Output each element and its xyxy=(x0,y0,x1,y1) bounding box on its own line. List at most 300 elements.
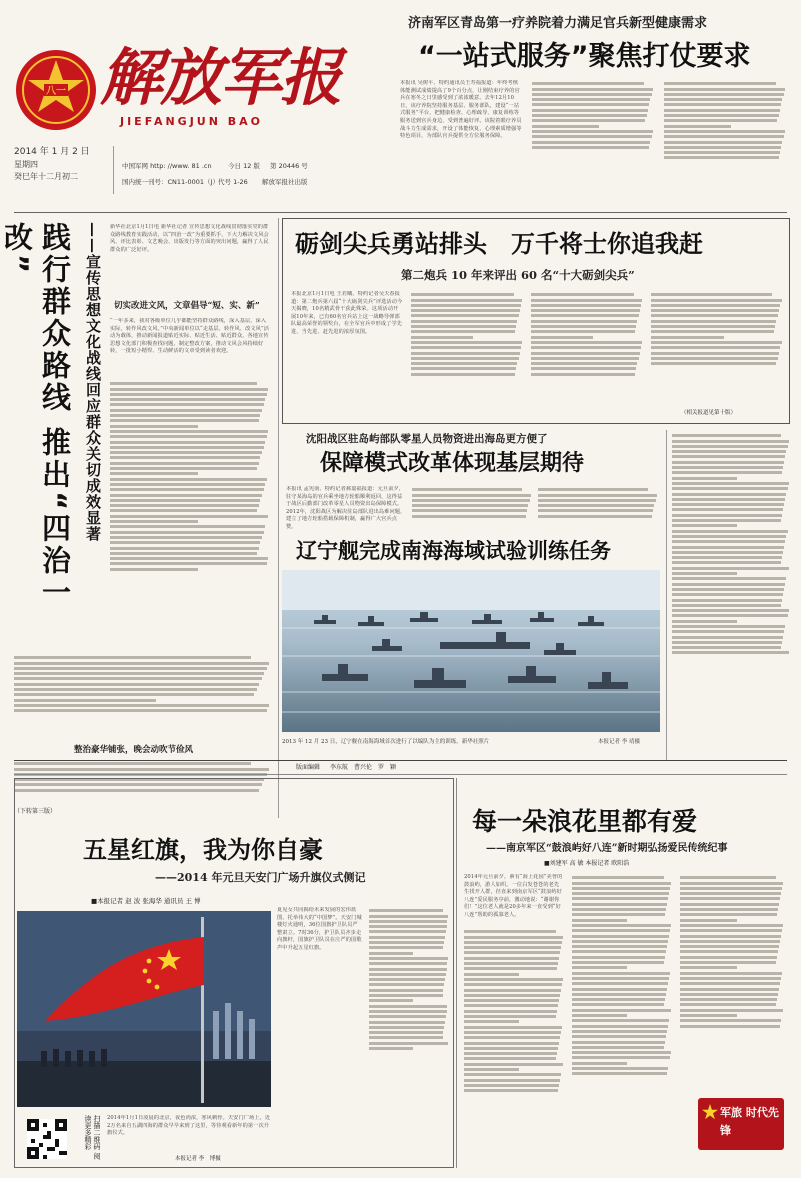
text-line-placeholder xyxy=(531,325,636,328)
text-line-placeholder xyxy=(672,620,737,623)
masthead-title: 解放军报 xyxy=(100,41,341,114)
editors-rule xyxy=(14,774,787,775)
text-line-placeholder xyxy=(110,562,267,565)
text-line-placeholder xyxy=(680,966,737,969)
date-box xyxy=(14,146,114,194)
text-line-placeholder xyxy=(464,1052,557,1055)
banner-col3 xyxy=(531,291,643,419)
text-line-placeholder xyxy=(110,393,267,396)
left-body-fill xyxy=(110,380,270,652)
text-line-placeholder xyxy=(664,130,785,133)
text-line-placeholder xyxy=(369,1010,447,1013)
text-line-placeholder xyxy=(680,977,781,980)
carrier-story xyxy=(282,538,662,760)
text-line-placeholder xyxy=(572,1003,664,1006)
text-line-placeholder xyxy=(110,441,265,444)
carrier-headline: 辽宁舰完成南海海域试验训练任务 xyxy=(296,539,611,563)
text-line-placeholder xyxy=(531,341,642,344)
right-column-text xyxy=(672,432,790,758)
island-story xyxy=(282,430,662,536)
wave-col2 xyxy=(572,874,672,1164)
text-line-placeholder xyxy=(110,382,257,385)
top-story-body: 本报讯 吴树平、特约通讯员王寿福报道：年终考核体能测试成绩提高了9个百分点，让刚结束疗养的官兵在寒冬之日里感受到了浓浓暖意。去年12月10日，该疗养院坚持服务基层、服务部队，建设“一站式服务”平台，把健康检查、心理疏导、康复训练等服务送到官兵身边，受到普遍好评。该院着眼疗养员战斗力生成需求，开设了体能恢复、心理素质增强等特色项目，为部队官兵提供全方位服务保障。 xyxy=(400,80,522,140)
text-line-placeholder xyxy=(464,1004,558,1007)
text-line-placeholder xyxy=(572,924,671,927)
text-line-placeholder xyxy=(672,540,785,543)
text-line-placeholder xyxy=(532,98,650,101)
text-line-placeholder xyxy=(680,950,778,953)
text-line-placeholder xyxy=(680,929,782,932)
text-line-placeholder xyxy=(672,625,785,628)
flag-story xyxy=(14,778,454,1168)
qr-label: 扫描二维码 阅读更多精彩 xyxy=(84,1115,101,1160)
text-line-placeholder xyxy=(110,557,268,560)
text-line-placeholder xyxy=(110,520,198,523)
text-line-placeholder xyxy=(110,509,257,512)
top-story-headline: “一站式服务”聚焦打仗要求 xyxy=(418,41,751,72)
text-line-placeholder xyxy=(412,488,522,491)
text-line-placeholder xyxy=(369,1036,443,1039)
text-line-placeholder xyxy=(572,1046,664,1049)
text-line-placeholder xyxy=(531,314,639,317)
text-line-placeholder xyxy=(672,572,737,575)
text-line-placeholder xyxy=(14,683,259,686)
text-line-placeholder xyxy=(369,941,444,944)
text-line-placeholder xyxy=(369,957,448,960)
text-line-placeholder xyxy=(411,314,519,317)
text-line-placeholder xyxy=(532,114,647,117)
website[interactable]: 中国军网 http: //www. 81 .cn xyxy=(122,162,212,170)
text-line-placeholder xyxy=(572,1067,668,1070)
text-line-placeholder xyxy=(672,651,789,654)
text-line-placeholder xyxy=(572,950,666,953)
text-line-placeholder xyxy=(572,1009,671,1012)
text-line-placeholder xyxy=(411,362,517,365)
text-line-placeholder xyxy=(464,1010,557,1013)
text-line-placeholder xyxy=(680,993,778,996)
text-line-placeholder xyxy=(572,887,670,890)
text-line-placeholder xyxy=(572,956,665,959)
publisher: 解放军报社出版 xyxy=(262,178,308,186)
text-line-placeholder xyxy=(110,403,264,406)
text-line-placeholder xyxy=(672,561,781,564)
svg-text:八一: 八一 xyxy=(46,86,66,97)
text-line-placeholder xyxy=(664,156,779,159)
left-section1-title: 切实改进文风，文章倡导“短、实、新” xyxy=(114,301,260,311)
text-line-placeholder xyxy=(672,641,782,644)
text-line-placeholder xyxy=(464,1057,556,1060)
text-line-placeholder xyxy=(572,876,664,879)
text-line-placeholder xyxy=(672,471,782,474)
text-line-placeholder xyxy=(464,1063,563,1066)
text-line-placeholder xyxy=(110,547,259,550)
text-line-placeholder xyxy=(411,352,520,355)
text-line-placeholder xyxy=(664,125,731,128)
text-line-placeholder xyxy=(664,146,781,149)
text-line-placeholder xyxy=(14,762,251,765)
text-line-placeholder xyxy=(680,940,780,943)
text-line-placeholder xyxy=(110,568,198,571)
text-line-placeholder xyxy=(572,1014,627,1017)
text-line-placeholder xyxy=(464,930,556,933)
wave-headline: 每一朵浪花里都有爱 xyxy=(472,807,698,836)
flag-caption-credit: 本报记者 李 博摄 xyxy=(175,1156,221,1162)
text-line-placeholder xyxy=(672,493,786,496)
text-line-placeholder xyxy=(680,988,779,991)
text-line-placeholder xyxy=(538,499,656,502)
text-line-placeholder xyxy=(531,304,641,307)
text-line-placeholder xyxy=(532,146,649,149)
text-line-placeholder xyxy=(572,1051,671,1054)
text-line-placeholder xyxy=(464,1036,560,1039)
text-line-placeholder xyxy=(411,325,516,328)
text-line-placeholder xyxy=(680,919,737,922)
text-line-placeholder xyxy=(572,966,627,969)
text-line-placeholder xyxy=(110,531,264,534)
banner-story xyxy=(282,218,790,424)
text-line-placeholder xyxy=(651,341,782,344)
text-line-placeholder xyxy=(110,504,259,507)
text-line-placeholder xyxy=(110,446,264,449)
text-line-placeholder xyxy=(532,93,652,96)
text-line-placeholder xyxy=(572,1056,670,1059)
text-line-placeholder xyxy=(672,477,737,480)
text-line-placeholder xyxy=(531,336,593,339)
text-line-placeholder xyxy=(369,962,447,965)
left-vertical-subtitle: ——宣传思想文化战线回应群众关切成效显著 xyxy=(84,222,102,542)
text-line-placeholder xyxy=(538,488,648,491)
text-line-placeholder xyxy=(572,903,667,906)
text-line-placeholder xyxy=(531,309,640,312)
text-line-placeholder xyxy=(664,82,776,85)
text-line-placeholder xyxy=(680,876,776,879)
left-vertical-title: 践行群众路线 推出“四治一改” xyxy=(0,222,72,610)
flag-col2 xyxy=(369,907,449,1117)
text-line-placeholder xyxy=(572,945,667,948)
text-line-placeholder xyxy=(464,936,563,939)
text-line-placeholder xyxy=(369,983,444,986)
text-line-placeholder xyxy=(110,462,259,465)
text-line-placeholder xyxy=(369,999,413,1002)
text-line-placeholder xyxy=(110,472,198,475)
text-line-placeholder xyxy=(538,494,657,497)
text-line-placeholder xyxy=(572,919,627,922)
text-line-placeholder xyxy=(651,330,774,333)
text-line-placeholder xyxy=(14,704,269,707)
island-headline: 保障模式改革体现基层期待 xyxy=(320,451,585,476)
flag-subhead: ——2014 年元旦天安门广场升旗仪式侧记 xyxy=(155,871,366,884)
text-line-placeholder xyxy=(464,973,519,976)
text-line-placeholder xyxy=(664,119,777,122)
text-line-placeholder xyxy=(672,508,783,511)
text-line-placeholder xyxy=(672,487,788,490)
text-line-placeholder xyxy=(464,967,557,970)
text-line-placeholder xyxy=(14,677,262,680)
text-line-placeholder xyxy=(531,373,635,376)
text-line-placeholder xyxy=(672,588,784,591)
text-line-placeholder xyxy=(680,897,780,900)
text-line-placeholder xyxy=(572,961,664,964)
left-body-wide xyxy=(14,654,272,738)
feature-badge xyxy=(698,1098,784,1150)
text-line-placeholder xyxy=(672,498,785,501)
text-line-placeholder xyxy=(680,903,779,906)
text-line-placeholder xyxy=(464,1079,560,1082)
text-line-placeholder xyxy=(651,357,778,360)
text-line-placeholder xyxy=(680,908,778,911)
star-icon xyxy=(702,1104,718,1120)
text-line-placeholder xyxy=(572,977,669,980)
text-line-placeholder xyxy=(464,994,560,997)
text-line-placeholder xyxy=(651,309,779,312)
text-line-placeholder xyxy=(14,768,269,771)
text-line-placeholder xyxy=(531,346,641,349)
editors-rule-top xyxy=(14,760,787,761)
text-line-placeholder xyxy=(672,551,783,554)
wave-story xyxy=(460,778,790,1168)
left-section2-title: 整治豪华铺张，晚会动吹节俭风 xyxy=(74,745,194,755)
text-line-placeholder xyxy=(532,135,652,138)
text-line-placeholder xyxy=(110,409,262,412)
wave-col3 xyxy=(680,874,784,1094)
flag-byline: ■本报记者 赵 波 张海华 通讯员 王 博 xyxy=(91,897,201,905)
banner-related-note[interactable]: （相关报道见第十版） xyxy=(681,410,737,416)
top-story-col2 xyxy=(532,80,654,210)
text-line-placeholder xyxy=(369,1026,444,1029)
text-line-placeholder xyxy=(672,556,782,559)
banner-headline: 砺剑尖兵勇站排头 万千将士你追我赶 xyxy=(295,230,703,258)
text-line-placeholder xyxy=(411,346,521,349)
text-line-placeholder xyxy=(369,920,447,923)
text-line-placeholder xyxy=(532,119,645,122)
text-line-placeholder xyxy=(464,1020,519,1023)
lunar-date: 癸巳年十二月初二 xyxy=(14,172,78,181)
text-line-placeholder xyxy=(110,525,265,528)
issue-number: 第 20446 号 xyxy=(270,162,308,170)
text-line-placeholder xyxy=(369,909,443,912)
masthead-pinyin: JIEFANGJUN BAO xyxy=(120,115,264,128)
editors-names: 李东航 曹兴伦 罗 颖 xyxy=(329,764,396,771)
text-line-placeholder xyxy=(464,962,558,965)
text-line-placeholder xyxy=(572,1035,666,1038)
text-line-placeholder xyxy=(110,515,268,518)
flag-raising-photo xyxy=(17,911,271,1107)
text-line-placeholder xyxy=(664,135,784,138)
text-line-placeholder xyxy=(464,1089,558,1092)
text-line-placeholder xyxy=(538,515,652,518)
text-line-placeholder xyxy=(411,309,520,312)
qr-code[interactable] xyxy=(27,1119,67,1159)
text-line-placeholder xyxy=(651,320,776,323)
text-line-placeholder xyxy=(14,662,269,665)
text-line-placeholder xyxy=(110,414,260,417)
text-line-placeholder xyxy=(464,999,559,1002)
island-col3 xyxy=(538,486,658,536)
text-line-placeholder xyxy=(572,972,670,975)
text-line-placeholder xyxy=(672,482,789,485)
text-line-placeholder xyxy=(369,936,445,939)
text-line-placeholder xyxy=(572,882,671,885)
text-line-placeholder xyxy=(672,503,784,506)
text-line-placeholder xyxy=(532,125,599,128)
text-line-placeholder xyxy=(411,336,473,339)
text-line-placeholder xyxy=(672,450,786,453)
text-line-placeholder xyxy=(411,330,515,333)
text-line-placeholder xyxy=(412,494,531,497)
text-line-placeholder xyxy=(572,988,667,991)
text-line-placeholder xyxy=(672,604,781,607)
text-line-placeholder xyxy=(110,388,268,391)
page-count: 今日 12 版 xyxy=(228,162,260,170)
text-line-placeholder xyxy=(110,430,268,433)
text-line-placeholder xyxy=(572,1025,668,1028)
text-line-placeholder xyxy=(651,362,776,365)
text-line-placeholder xyxy=(572,998,665,1001)
text-line-placeholder xyxy=(672,434,781,437)
text-line-placeholder xyxy=(680,913,777,916)
text-line-placeholder xyxy=(572,1030,667,1033)
wave-byline: ■刘建军 高 敏 本报记者 欧阳浩 xyxy=(544,860,630,867)
text-line-placeholder xyxy=(672,546,784,549)
text-line-placeholder xyxy=(531,320,637,323)
text-line-placeholder xyxy=(680,1019,781,1022)
text-line-placeholder xyxy=(664,141,782,144)
carrier-fleet-photo xyxy=(282,570,660,732)
text-line-placeholder xyxy=(672,440,789,443)
island-body: 本报讯 孟宪南、特约记者郝嘉福报道：元旦前夕，驻守某海岛的官兵乘坐地方轮船顺利返回，这得益于战区后勤部门改革零星人员物资出岛保障模式。2012年，沈阳战区为解决驻岛部队进出岛难问题，建立了地方轮船搭载保障机制，赢得广大官兵点赞。 xyxy=(286,486,406,530)
text-line-placeholder xyxy=(651,293,772,296)
text-line-placeholder xyxy=(680,1009,783,1012)
flag-headline: 五星红旗，我为你自豪 xyxy=(83,836,323,864)
text-line-placeholder xyxy=(464,1084,559,1087)
top-story xyxy=(400,10,790,210)
text-line-placeholder xyxy=(369,989,443,992)
text-line-placeholder xyxy=(369,978,445,981)
text-line-placeholder xyxy=(680,961,776,964)
text-line-placeholder xyxy=(531,299,642,302)
text-line-placeholder xyxy=(369,952,413,955)
island-kicker: 沈阳战区驻岛屿部队零星人员物资进出海岛更方便了 xyxy=(306,433,548,445)
text-line-placeholder xyxy=(538,504,654,507)
text-line-placeholder xyxy=(532,109,648,112)
editors-line xyxy=(296,764,396,772)
text-line-placeholder xyxy=(572,908,666,911)
text-line-placeholder xyxy=(412,515,526,518)
text-line-placeholder xyxy=(572,1041,665,1044)
text-line-placeholder xyxy=(110,467,257,470)
text-line-placeholder xyxy=(680,972,782,975)
text-line-placeholder xyxy=(369,1042,448,1045)
left-column-divider xyxy=(278,218,279,818)
text-line-placeholder xyxy=(110,541,260,544)
text-line-placeholder xyxy=(531,362,637,365)
left-continued[interactable]: （下转第三版） xyxy=(14,808,57,815)
text-line-placeholder xyxy=(664,109,780,112)
text-line-placeholder xyxy=(572,892,669,895)
wave-body: 2014年元旦前夕，素有“海上花园”美誉的鼓浪屿，游人如织。一位白发苍苍的老先生找开人群，径直来到南京军区“鼓浪屿好八连”爱民服务亭前，激动地说：“谢谢你们！”这位老人就是20多年来一直受到“好八连”帮助的孤寡老人。 xyxy=(464,874,563,918)
island-col2 xyxy=(412,486,532,536)
text-line-placeholder xyxy=(672,636,783,639)
text-line-placeholder xyxy=(110,435,267,438)
text-line-placeholder xyxy=(369,925,447,928)
wave-subhead: ——南京军区“鼓浪屿好八连”新时期弘扬爱民传统纪事 xyxy=(486,843,728,854)
left-intro: 新华社北京1月1日电 新华社记者 宣传思想文化战线贯彻落实党的群众路线教育实践活动，以“四治一改”为重要抓手，下大力解决文风会风、评比表彰、文艺晚会、出版发行等方面的突出问题，赢得了人民群众的广泛好评。 xyxy=(110,224,269,253)
text-line-placeholder xyxy=(664,114,779,117)
right-column-divider xyxy=(666,430,667,760)
text-line-placeholder xyxy=(532,130,653,133)
text-line-placeholder xyxy=(672,535,786,538)
text-line-placeholder xyxy=(110,499,260,502)
text-line-placeholder xyxy=(531,352,640,355)
text-line-placeholder xyxy=(110,456,260,459)
text-line-placeholder xyxy=(110,419,259,422)
text-line-placeholder xyxy=(464,1068,519,1071)
text-line-placeholder xyxy=(651,304,780,307)
issue-date: 2014 年 1 月 2 日 xyxy=(14,147,90,157)
text-line-placeholder xyxy=(14,699,156,702)
text-line-placeholder xyxy=(412,499,530,502)
text-line-placeholder xyxy=(464,1031,561,1034)
text-line-placeholder xyxy=(464,946,561,949)
text-line-placeholder xyxy=(369,915,448,918)
text-line-placeholder xyxy=(411,320,517,323)
left-column xyxy=(0,218,272,820)
text-line-placeholder xyxy=(531,330,635,333)
carrier-photo-credit: 本报记者 李 靖摄 xyxy=(598,739,640,745)
banner-col2 xyxy=(411,291,523,419)
text-line-placeholder xyxy=(369,1005,447,1008)
text-line-placeholder xyxy=(680,956,777,959)
text-line-placeholder xyxy=(672,519,781,522)
text-line-placeholder xyxy=(680,935,781,938)
text-line-placeholder xyxy=(110,488,264,491)
text-line-placeholder xyxy=(572,935,669,938)
text-line-placeholder xyxy=(680,998,777,1001)
text-line-placeholder xyxy=(664,93,784,96)
text-line-placeholder xyxy=(532,141,650,144)
text-line-placeholder xyxy=(672,630,784,633)
text-line-placeholder xyxy=(464,1042,559,1045)
text-line-placeholder xyxy=(664,88,785,91)
text-line-placeholder xyxy=(464,983,562,986)
text-line-placeholder xyxy=(110,483,265,486)
text-line-placeholder xyxy=(411,299,522,302)
text-line-placeholder xyxy=(464,941,562,944)
text-line-placeholder xyxy=(680,982,780,985)
bottom-divider xyxy=(456,778,457,1168)
text-line-placeholder xyxy=(411,341,522,344)
text-line-placeholder xyxy=(412,504,528,507)
text-line-placeholder xyxy=(672,466,783,469)
flag-body: 夏见女共同揭给未来发展的宏伟蓝图，托举伟大的“中国梦”。天安门城楼灯火通明，36位国旗护卫队员严整肃立。7时36分，护卫队员齐步走向旗杆，国旗护卫队员在庄严的国歌声中升起五星红旗。 xyxy=(277,907,362,951)
banner-body: 本报北京1月1日电 王若曦、特约记者吴天春报道：第二炮兵第六届“十大砺剑尖兵”评选活动今天揭晓，10名精武骨干获此殊荣。这项活动开展10年来，已有60名官兵站上这一战略导弹部队最高荣誉的领奖台，在全军官兵中形成了学先进、当先进、赶先进的浓厚氛围。 xyxy=(291,291,403,335)
text-line-placeholder xyxy=(572,1072,667,1075)
text-line-placeholder xyxy=(14,672,264,675)
text-line-placeholder xyxy=(110,425,198,428)
text-line-placeholder xyxy=(672,599,782,602)
text-line-placeholder xyxy=(369,994,443,997)
text-line-placeholder xyxy=(110,451,262,454)
text-line-placeholder xyxy=(651,314,778,317)
text-line-placeholder xyxy=(672,646,781,649)
text-line-placeholder xyxy=(672,514,782,517)
banner-col4 xyxy=(651,291,783,407)
text-line-placeholder xyxy=(680,945,779,948)
text-line-placeholder xyxy=(464,978,563,981)
text-line-placeholder xyxy=(369,930,446,933)
text-line-placeholder xyxy=(110,398,265,401)
text-line-placeholder xyxy=(411,293,514,296)
